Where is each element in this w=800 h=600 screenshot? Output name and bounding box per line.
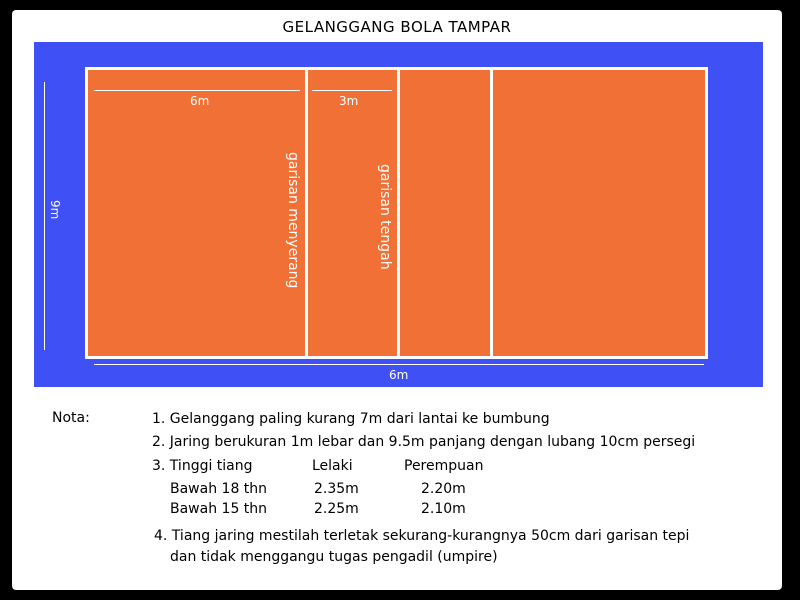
dimension-line-9m — [44, 82, 45, 350]
attack-line-right — [490, 70, 493, 356]
dimension-line-6m-bottom — [94, 364, 704, 365]
center-line — [397, 70, 400, 356]
note-row-label: Bawah 18 thn — [170, 481, 268, 497]
note-row-female: 2.20m — [421, 481, 466, 497]
note-item-4-line-1: 4. Tiang jaring mestilah terletak sekurang-kurangnya 50cm dari garisan tepi — [154, 528, 690, 544]
note-item-3-label: 3. Tinggi tiang — [152, 458, 253, 474]
note-item-2: 2. Jaring berukuran 1m lebar dan 9.5m panjang dengan lubang 10cm persegi — [152, 434, 696, 450]
note-row-male: 2.25m — [314, 501, 359, 517]
label-attack-line: garisan menyerang — [285, 152, 301, 289]
note-item-3-col-male: Lelaki — [312, 458, 353, 474]
dimension-line-6m-top — [94, 90, 300, 91]
label-center-line: garisan tengah — [377, 164, 393, 270]
dimension-line-3m-top — [312, 90, 392, 91]
attack-line-left — [305, 70, 308, 356]
note-row-female: 2.10m — [421, 501, 466, 517]
label-3m-top: 3m — [339, 94, 359, 108]
note-item-1: 1. Gelanggang paling kurang 7m dari lantai ke bumbung — [152, 411, 550, 427]
note-row-male: 2.35m — [314, 481, 359, 497]
notes-heading: Nota: — [52, 410, 90, 426]
diagram-title: GELANGGANG BOLA TAMPAR — [282, 18, 512, 36]
label-6m-top: 6m — [190, 94, 210, 108]
note-row-label: Bawah 15 thn — [170, 501, 268, 517]
diagram-frame — [12, 10, 782, 590]
label-6m-bottom: 6m — [389, 368, 409, 382]
note-item-4-line-2: dan tidak menggangu tugas pengadil (umpire) — [170, 549, 498, 565]
note-item-3-col-female: Perempuan — [404, 458, 484, 474]
label-9m: 9m — [48, 200, 62, 220]
